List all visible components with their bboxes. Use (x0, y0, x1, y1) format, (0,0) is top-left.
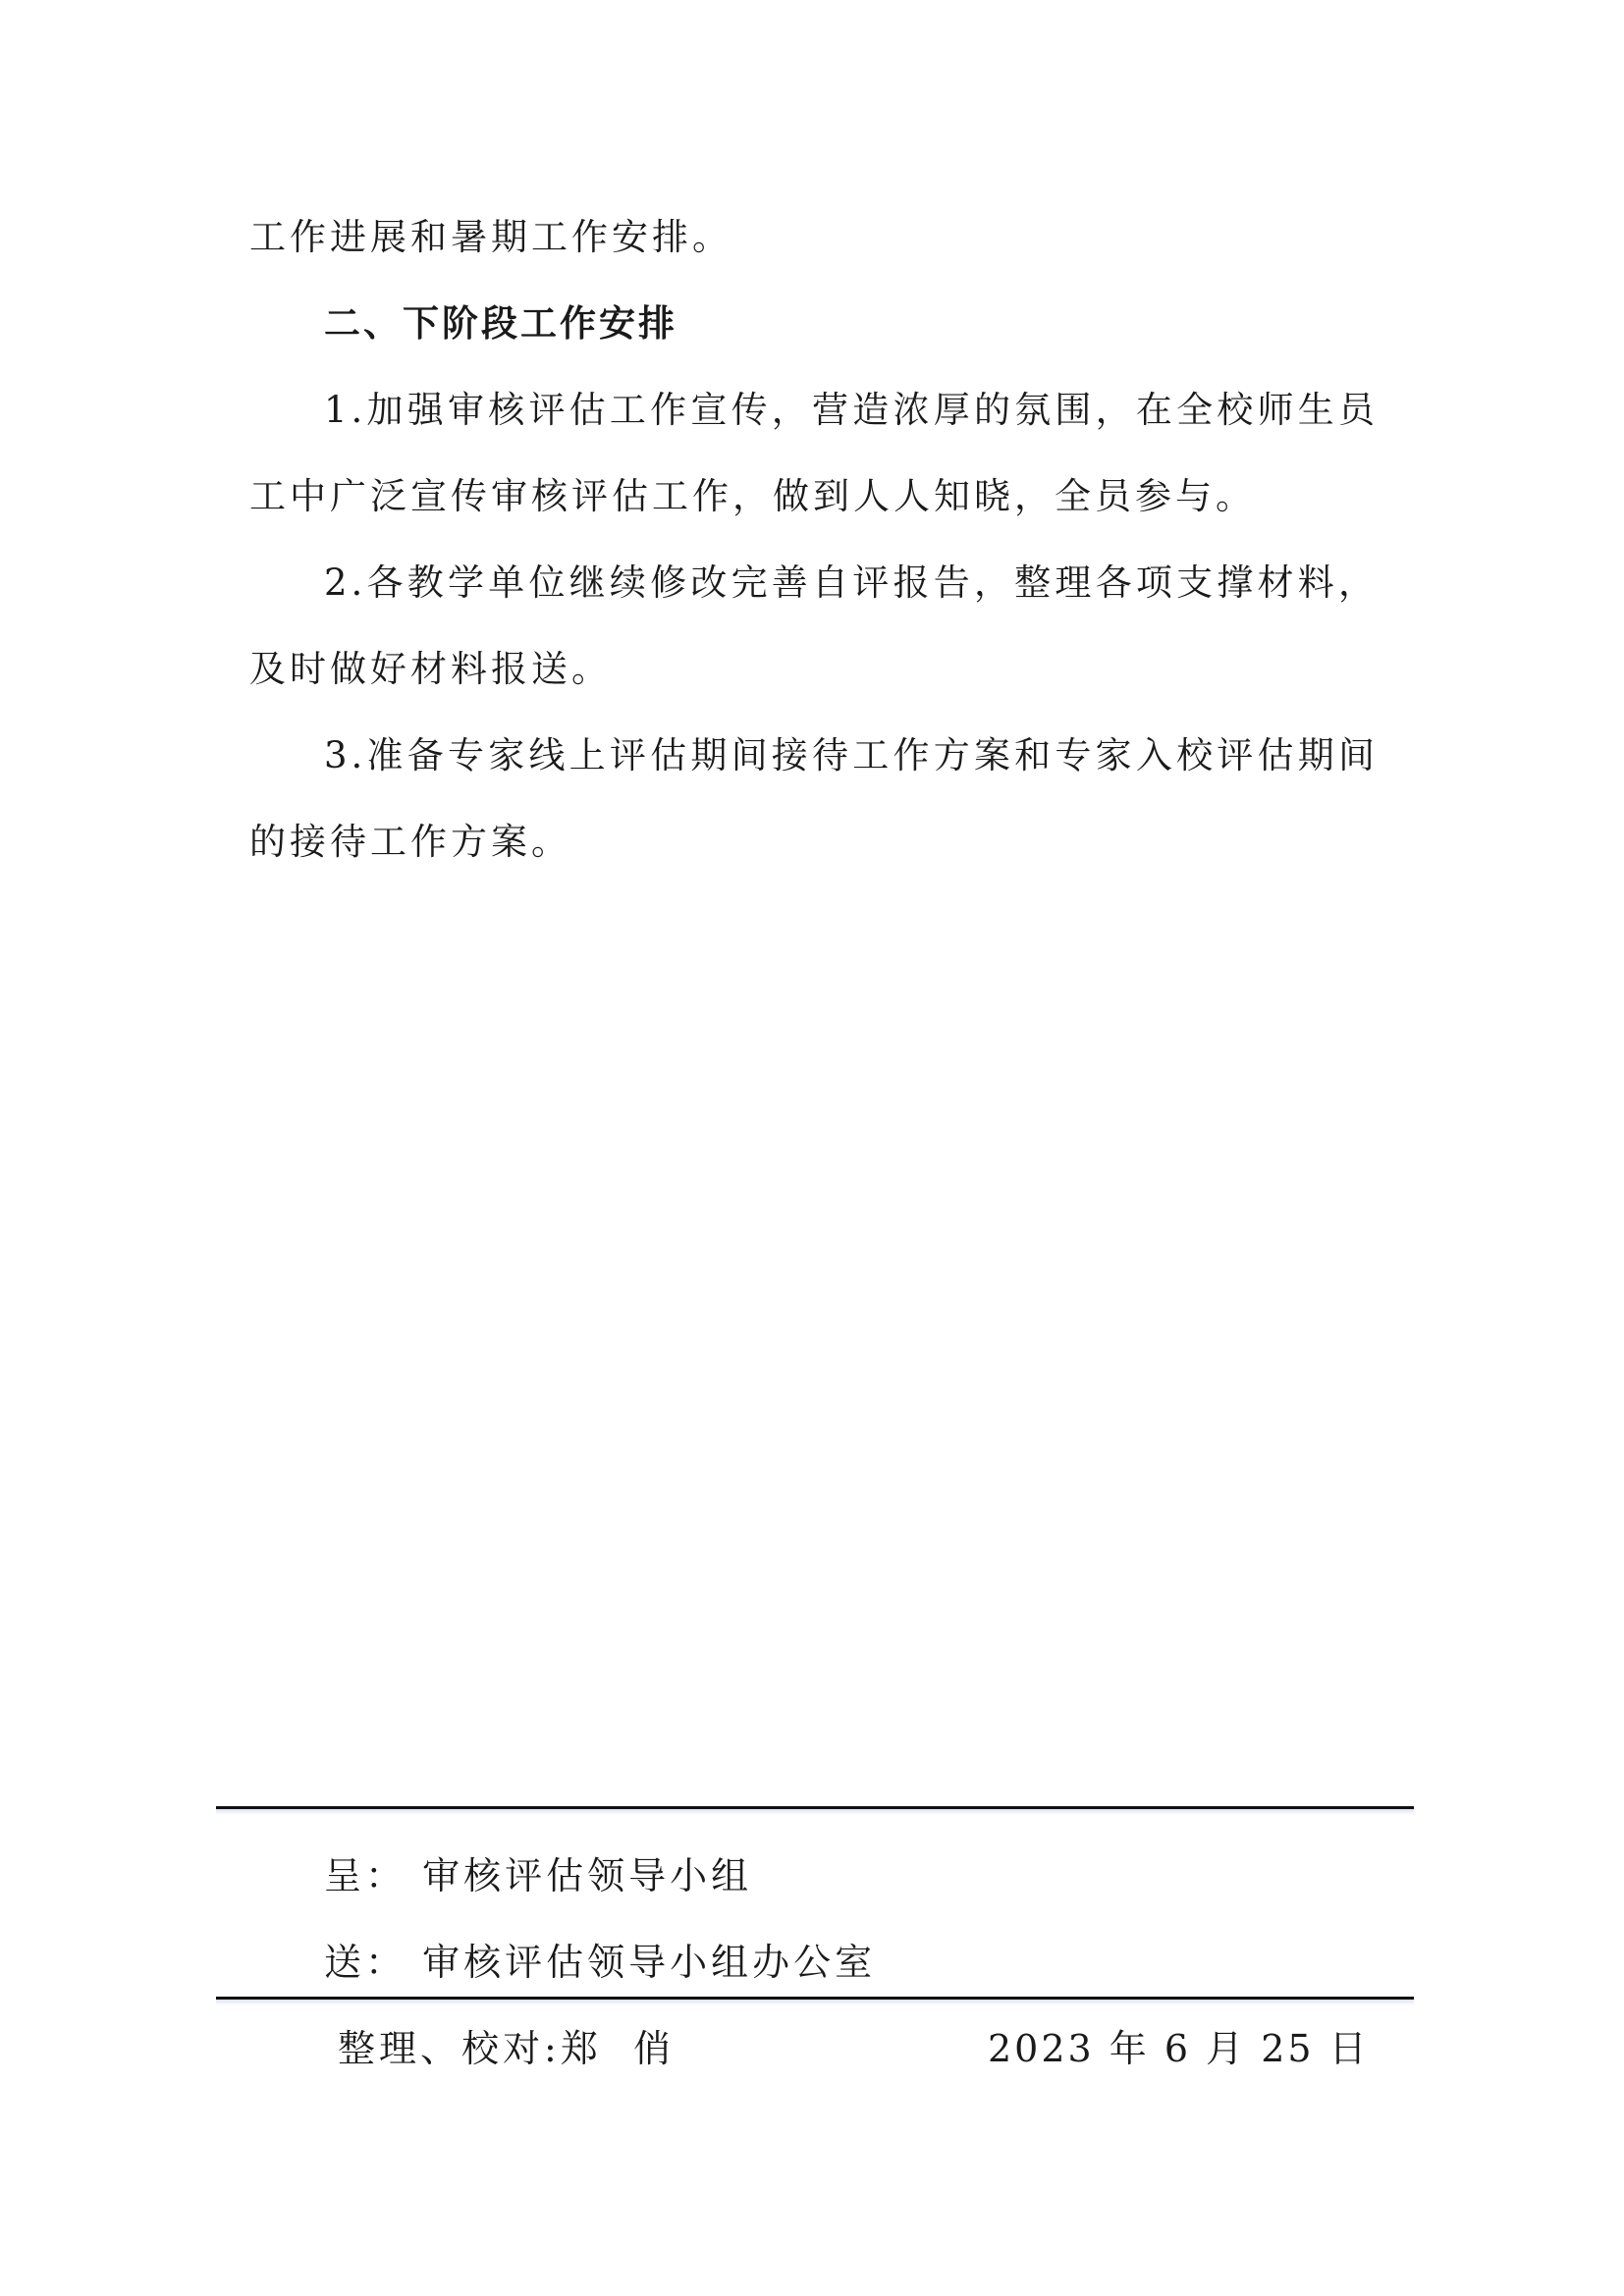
document-body (249, 194, 1379, 885)
continuation-paragraph: 工作进展和暑期工作安排。 (249, 216, 732, 258)
submit-recipient: 审核评估领导小组 (422, 1854, 753, 1897)
compiler-name: 郑 俏 (560, 2027, 675, 2070)
send-to-line (324, 1932, 876, 1986)
distribution-top-rule-shadow (216, 1809, 1414, 1815)
submit-label: 呈： (324, 1854, 407, 1897)
compiler-line (338, 2018, 675, 2072)
issue-date: 2023 年 6 月 25 日 (988, 2027, 1370, 2070)
compiler-label: 整理、校对: (338, 2027, 561, 2070)
list-item: 2.各教学单位继续修改完善自评报告，整理各项支撑材料，及时做好材料报送。 (249, 561, 1379, 690)
list-item: 1.加强审核评估工作宣传，营造浓厚的氛围，在全校师生员工中广泛宣传审核评估工作，做到人人知晓，全员参与。 (249, 389, 1379, 517)
distribution-bottom-rule-shadow (216, 2000, 1414, 2005)
submit-to-line (324, 1845, 752, 1899)
section-heading: 二、下阶段工作安排 (324, 302, 677, 345)
send-label: 送： (324, 1941, 407, 1984)
list-item: 3.准备专家线上评估期间接待工作方案和专家入校评估期间的接待工作方案。 (249, 734, 1379, 863)
send-recipient: 审核评估领导小组办公室 (422, 1941, 877, 1984)
